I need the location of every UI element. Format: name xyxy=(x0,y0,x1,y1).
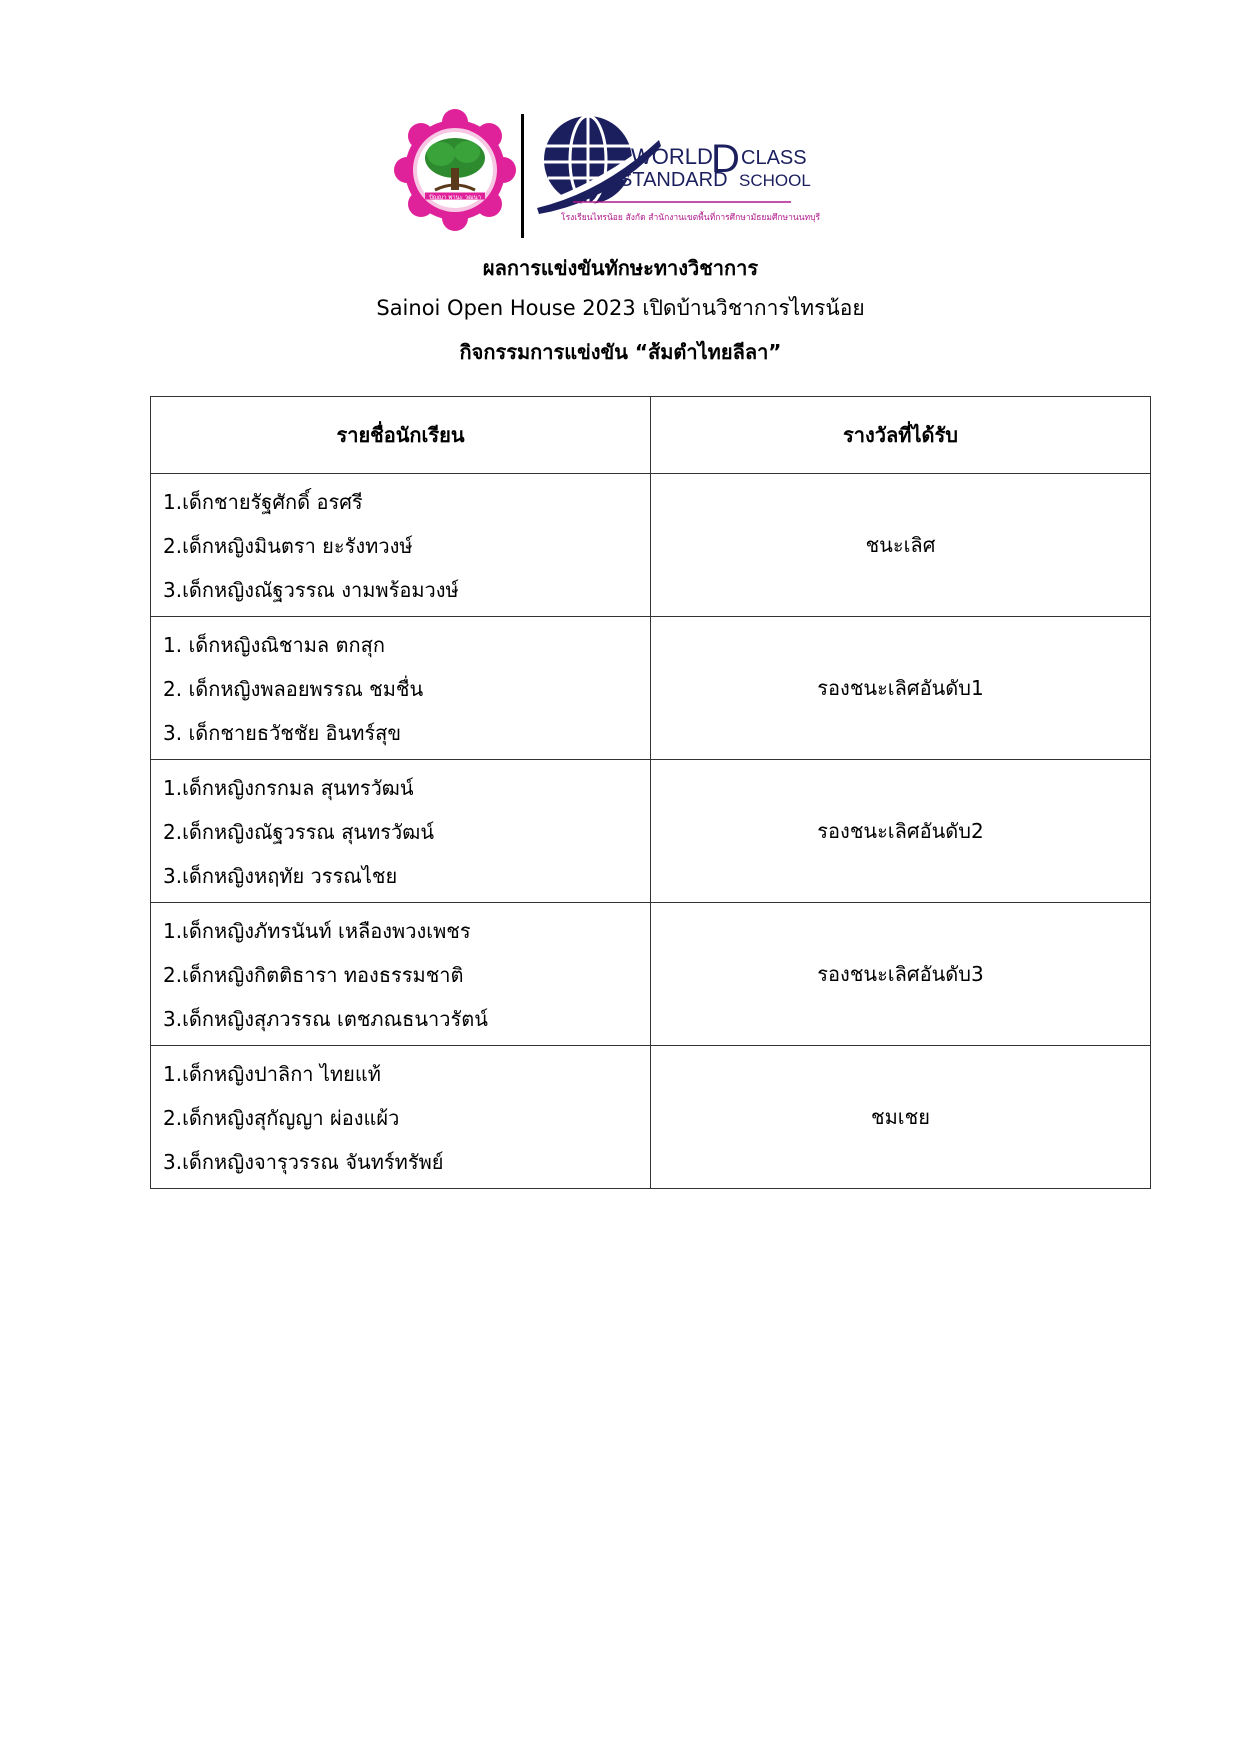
world-class-standard-school-logo xyxy=(533,110,821,238)
wcs-caption: โรงเรียนไทรน้อย สังกัด สำนักงานเขตพื้นที่การศึกษามัธยมศึกษานนทบุรี xyxy=(561,213,821,223)
logo-divider xyxy=(521,114,524,238)
wcs-d-letter: D xyxy=(711,137,740,181)
student-name: 1.เด็กหญิงภัทรนันท์ เหลืองพวงเพชร xyxy=(163,919,471,943)
student-name: 3.เด็กหญิงจารุวรรณ จันทร์ทรัพย์ xyxy=(163,1150,444,1174)
event-name: Sainoi Open House 2023 เปิดบ้านวิชาการไทรน้อย xyxy=(376,296,865,320)
column-header-student-names: รายชื่อนักเรียน xyxy=(151,397,651,474)
wcs-world: WORLD xyxy=(631,144,713,169)
table-row xyxy=(151,1046,1151,1189)
student-name: 3.เด็กหญิงหฤทัย วรรณไชย xyxy=(163,864,398,888)
table-row xyxy=(151,474,1151,617)
wcs-school: SCHOOL xyxy=(739,171,811,190)
student-name: 2.เด็กหญิงมินตรา ยะรังทวงษ์ xyxy=(163,534,413,558)
table-header-row xyxy=(151,397,1151,474)
student-name: 3.เด็กหญิงณัฐวรรณ งามพร้อมวงษ์ xyxy=(163,578,459,602)
student-name: 2. เด็กหญิงพลอยพรรณ ชมชื่น xyxy=(163,677,424,701)
student-names-cell xyxy=(151,903,651,1046)
award-cell: รองชนะเลิศอันดับ3 xyxy=(651,903,1151,1046)
student-names-cell xyxy=(151,760,651,903)
student-name: 1.เด็กชายรัฐศักดิ์ อรศรี xyxy=(163,490,363,514)
wcs-class: CLASS xyxy=(741,147,807,169)
school-seal-logo xyxy=(395,110,515,230)
student-names-cell xyxy=(151,1046,651,1189)
results-table xyxy=(150,396,1151,1189)
award-cell: รองชนะเลิศอันดับ1 xyxy=(651,617,1151,760)
award-cell: รองชนะเลิศอันดับ2 xyxy=(651,760,1151,903)
student-name: 1. เด็กหญิงณิชามล ตกสุก xyxy=(163,633,385,657)
table-row xyxy=(151,760,1151,903)
seal-motto: ปัญญา พานะ วฒนา xyxy=(428,194,482,201)
student-names-cell xyxy=(151,474,651,617)
document-title: ผลการแข่งขันทักษะทางวิชาการ xyxy=(482,256,759,280)
table-row xyxy=(151,903,1151,1046)
student-name: 2.เด็กหญิงณัฐวรรณ สุนทรวัฒน์ xyxy=(163,820,434,844)
student-name: 2.เด็กหญิงกิตติธารา ทองธรรมชาติ xyxy=(163,963,464,987)
column-header-award: รางวัลที่ได้รับ xyxy=(651,397,1151,474)
logo-area xyxy=(395,110,821,240)
table-row xyxy=(151,617,1151,760)
activity-name: กิจกรรมการแข่งขัน “ส้มตำไทยลีลา” xyxy=(459,340,782,364)
student-name: 2.เด็กหญิงสุกัญญา ผ่องแผ้ว xyxy=(163,1106,400,1130)
student-name: 1.เด็กหญิงปาลิกา ไทยแท้ xyxy=(163,1062,381,1086)
student-name: 3. เด็กชายธวัชชัย อินทร์สุข xyxy=(163,721,402,745)
student-names-cell xyxy=(151,617,651,760)
wcs-standard: STANDARD xyxy=(619,169,728,191)
student-name: 3.เด็กหญิงสุภวรรณ เตชภณธนาวรัตน์ xyxy=(163,1007,488,1031)
student-name: 1.เด็กหญิงกรกมล สุนทรวัฒน์ xyxy=(163,776,414,800)
award-cell: ชนะเลิศ xyxy=(651,474,1151,617)
award-cell: ชมเชย xyxy=(651,1046,1151,1189)
